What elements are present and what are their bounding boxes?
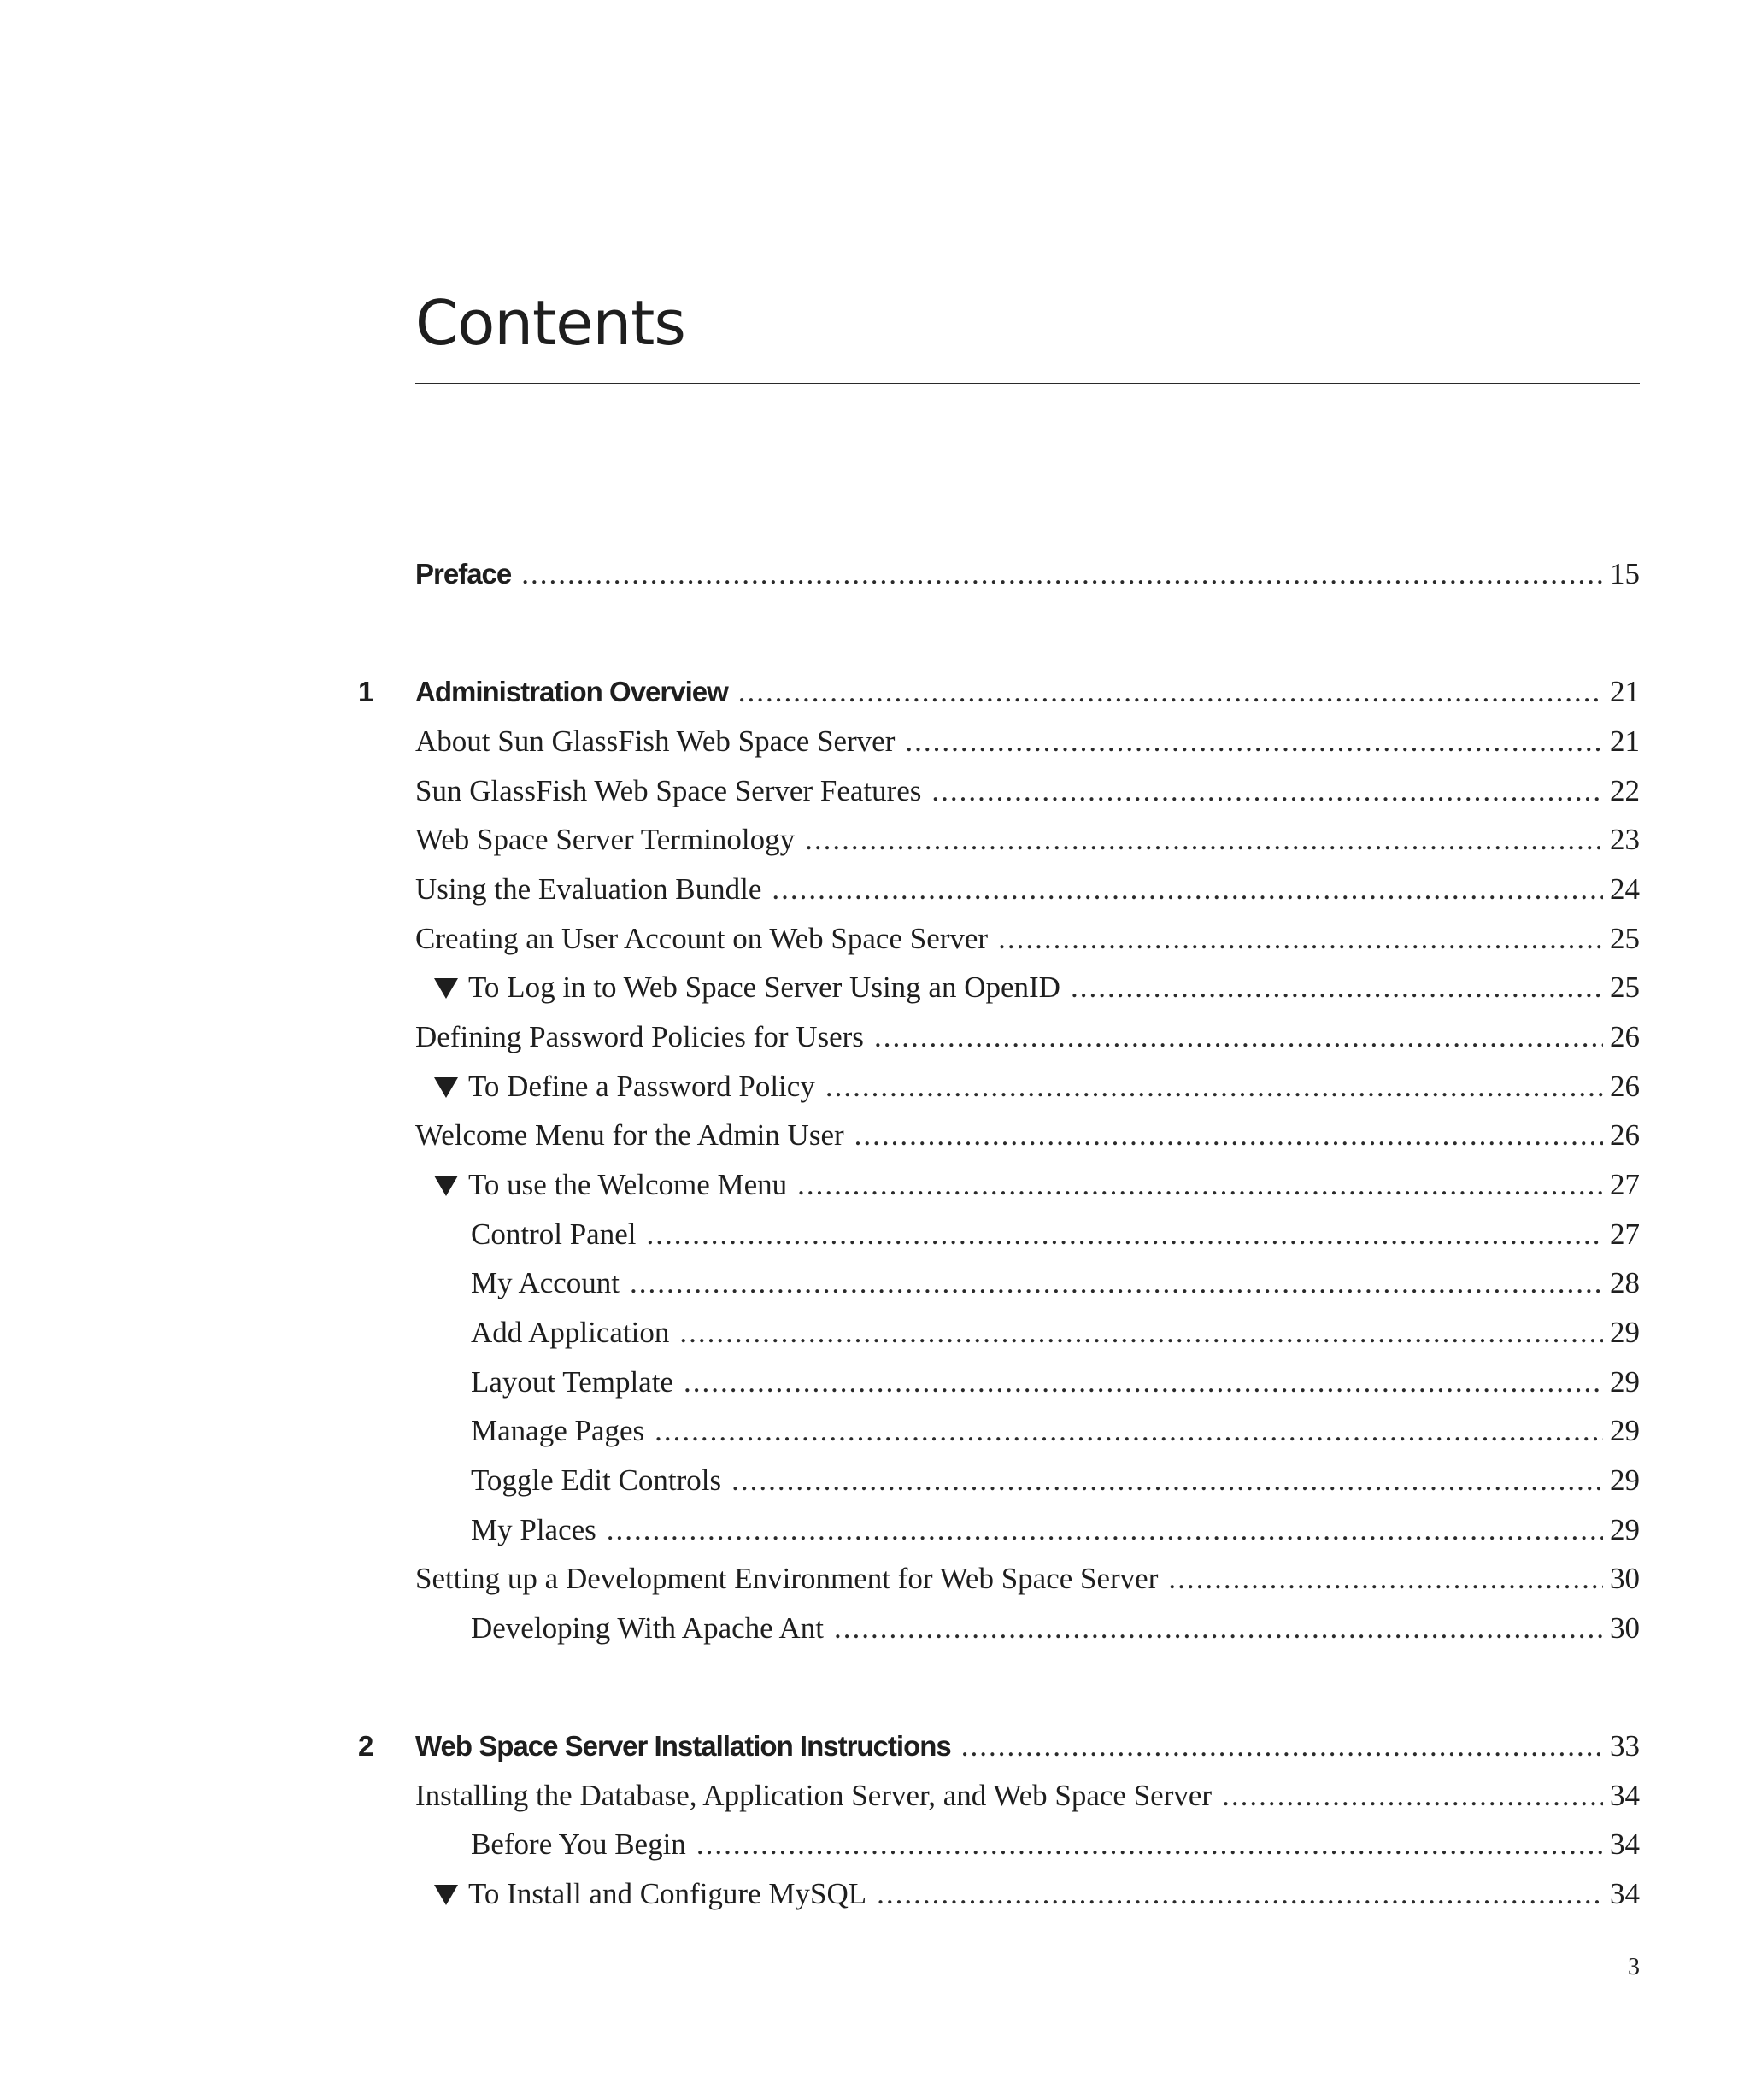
toc-entry-page: 30 <box>1610 1562 1640 1595</box>
dot-leader <box>854 1114 1603 1157</box>
dot-leader <box>607 1509 1603 1552</box>
toc-subentry[interactable] <box>471 1459 1640 1502</box>
toc-subentry[interactable] <box>471 1262 1640 1305</box>
toc-entry-page: 15 <box>1610 557 1640 590</box>
toc-entry-label: Control Panel <box>471 1217 637 1251</box>
toc-entry-label: Web Space Server Installation Instructions <box>415 1730 951 1762</box>
toc-procedure-entry[interactable] <box>434 1873 1640 1915</box>
toc-entry-page: 34 <box>1610 1827 1640 1861</box>
toc-entry-label: Setting up a Development Environment for Web Space Server <box>415 1562 1159 1595</box>
toc-entry-label: Sun GlassFish Web Space Server Features <box>415 774 922 807</box>
toc-entry-page: 27 <box>1610 1168 1640 1201</box>
toc-entry-page: 29 <box>1610 1464 1640 1497</box>
procedure-triangle-icon <box>434 1176 458 1196</box>
toc-entry-label: To Install and Configure MySQL <box>468 1877 867 1910</box>
toc-entry-label: About Sun GlassFish Web Space Server <box>415 724 896 758</box>
toc-entry-page: 24 <box>1610 872 1640 906</box>
toc-entry[interactable] <box>415 1114 1640 1157</box>
dot-leader <box>630 1262 1603 1305</box>
toc-entry-label: Manage Pages <box>471 1414 645 1447</box>
toc-subentry[interactable] <box>471 1410 1640 1452</box>
toc-subentry[interactable] <box>471 1213 1640 1256</box>
dot-leader <box>797 1164 1603 1206</box>
toc-entry[interactable] <box>415 818 1640 861</box>
toc-entry-label: To use the Welcome Menu <box>468 1168 788 1201</box>
toc-entry-page: 22 <box>1610 774 1640 807</box>
chapter-number: 2 <box>358 1730 374 1762</box>
page-number: 3 <box>1628 1954 1640 1980</box>
toc-entry-label: Developing With Apache Ant <box>471 1611 825 1645</box>
dot-leader <box>1168 1557 1603 1600</box>
toc-entry-page: 21 <box>1610 724 1640 758</box>
chapter-number: 1 <box>358 676 374 707</box>
toc-entry-page: 28 <box>1610 1266 1640 1299</box>
toc-entry-page: 29 <box>1610 1365 1640 1399</box>
toc-procedure-entry[interactable] <box>434 1065 1640 1108</box>
toc-entry-label: Administration Overview <box>415 676 728 707</box>
toc-entry-label: Installing the Database, Application Server, and Web Space Server <box>415 1779 1213 1812</box>
toc-entry-label: Welcome Menu for the Admin User <box>415 1118 844 1152</box>
toc-entry-label: Toggle Edit Controls <box>471 1464 722 1497</box>
dot-leader <box>834 1607 1603 1650</box>
dot-leader <box>805 818 1603 861</box>
toc-chapter-2[interactable] <box>415 1725 1640 1768</box>
dot-leader <box>998 918 1603 960</box>
procedure-triangle-icon <box>434 1885 458 1905</box>
toc-chapter-1[interactable] <box>415 671 1640 713</box>
dot-leader <box>1222 1774 1603 1817</box>
title-rule <box>415 383 1640 384</box>
dot-leader <box>738 671 1603 713</box>
toc-preface[interactable] <box>415 553 1640 595</box>
toc-entry[interactable] <box>415 868 1640 911</box>
toc-entry-label: Using the Evaluation Bundle <box>415 872 762 906</box>
toc-entry-page: 33 <box>1610 1729 1640 1763</box>
toc-entry[interactable] <box>415 770 1640 812</box>
toc-subentry[interactable] <box>471 1509 1640 1552</box>
toc-entry-page: 26 <box>1610 1020 1640 1053</box>
page-title: Contents <box>415 287 685 359</box>
toc-entry-label: Layout Template <box>471 1365 673 1399</box>
toc-entry-page: 29 <box>1610 1414 1640 1447</box>
dot-leader <box>931 770 1603 812</box>
procedure-triangle-icon <box>434 1077 458 1098</box>
dot-leader <box>825 1065 1603 1108</box>
toc-entry-label: My Account <box>471 1266 620 1299</box>
dot-leader <box>696 1823 1603 1866</box>
toc-entry[interactable] <box>415 918 1640 960</box>
toc-entry-label: Before You Begin <box>471 1827 686 1861</box>
toc-entry-page: 25 <box>1610 971 1640 1004</box>
toc-entry[interactable] <box>415 720 1640 763</box>
dot-leader <box>731 1459 1603 1502</box>
toc-entry-label: Add Application <box>471 1316 670 1349</box>
toc-entry-page: 26 <box>1610 1118 1640 1152</box>
dot-leader <box>905 720 1603 763</box>
toc-entry-label: Preface <box>415 558 512 590</box>
toc-entry-label: Creating an User Account on Web Space Server <box>415 922 989 955</box>
toc-procedure-entry[interactable] <box>434 1164 1640 1206</box>
toc-entry-page: 34 <box>1610 1877 1640 1910</box>
dot-leader <box>874 1016 1603 1059</box>
dot-leader <box>877 1873 1603 1915</box>
toc-entry-label: To Log in to Web Space Server Using an OpenID <box>468 971 1060 1004</box>
toc-entry-label: My Places <box>471 1513 596 1546</box>
dot-leader <box>655 1410 1603 1452</box>
toc-entry-page: 27 <box>1610 1217 1640 1251</box>
procedure-triangle-icon <box>434 978 458 999</box>
dot-leader <box>679 1311 1603 1354</box>
toc-procedure-entry[interactable] <box>434 966 1640 1009</box>
toc-entry-page: 21 <box>1610 675 1640 708</box>
dot-leader <box>646 1213 1603 1256</box>
toc-subentry[interactable] <box>471 1311 1640 1354</box>
toc-subentry[interactable] <box>471 1361 1640 1404</box>
toc-entry-page: 26 <box>1610 1070 1640 1103</box>
dot-leader <box>684 1361 1603 1404</box>
toc-subentry[interactable] <box>471 1823 1640 1866</box>
toc-entry-page: 29 <box>1610 1513 1640 1546</box>
toc-entry-label: To Define a Password Policy <box>468 1070 815 1103</box>
dot-leader <box>1071 966 1603 1009</box>
dot-leader <box>961 1725 1603 1768</box>
dot-leader <box>521 553 1603 595</box>
toc-entry-page: 29 <box>1610 1316 1640 1349</box>
toc-entry[interactable] <box>415 1016 1640 1059</box>
toc-entry-page: 25 <box>1610 922 1640 955</box>
toc-entry[interactable] <box>415 1557 1640 1600</box>
toc-entry[interactable] <box>415 1774 1640 1817</box>
dot-leader <box>772 868 1603 911</box>
toc-entry-page: 23 <box>1610 823 1640 856</box>
toc-entry-page: 30 <box>1610 1611 1640 1645</box>
toc-subentry[interactable] <box>471 1607 1640 1650</box>
toc-entry-label: Defining Password Policies for Users <box>415 1020 864 1053</box>
toc-entry-label: Web Space Server Terminology <box>415 823 796 856</box>
toc-entry-page: 34 <box>1610 1779 1640 1812</box>
